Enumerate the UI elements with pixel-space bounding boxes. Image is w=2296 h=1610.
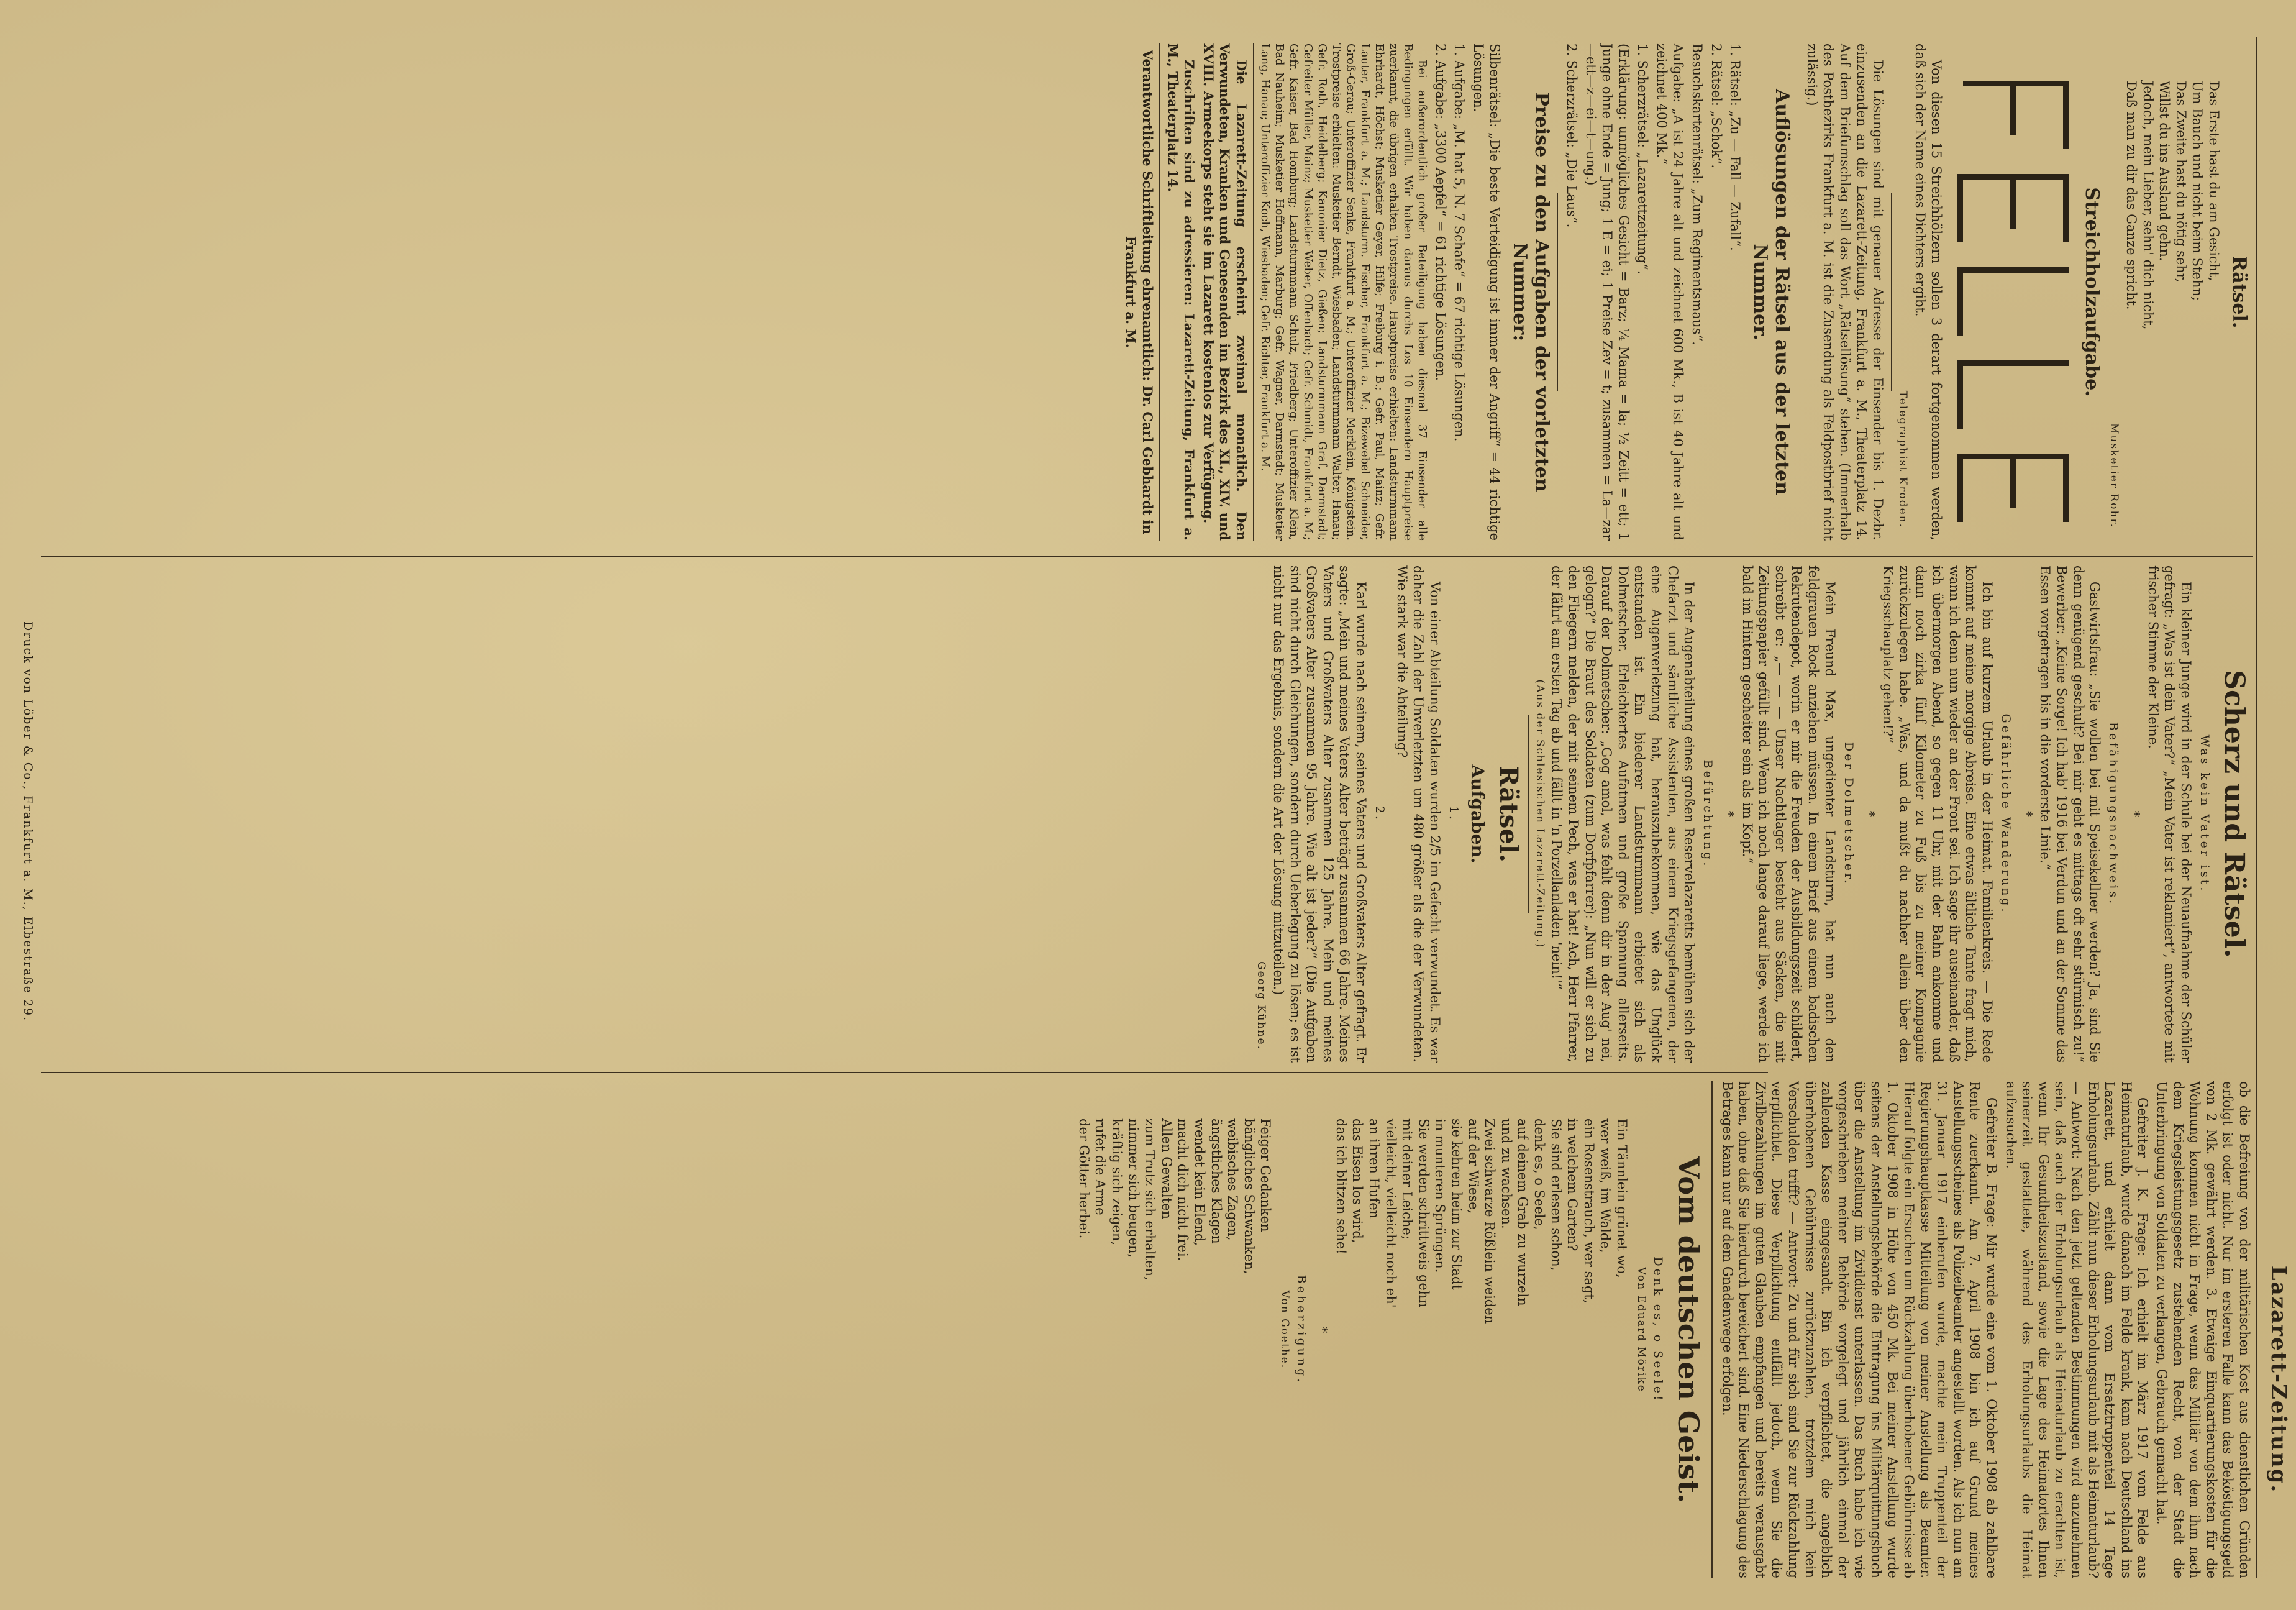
matchstick bbox=[2010, 454, 2016, 508]
riddles-title: Rätsel. bbox=[1493, 766, 1523, 862]
masthead bbox=[2260, 1181, 2291, 1578]
preise-title: Preise zu den Aufgaben der vorletzten Nummer: bbox=[1509, 92, 1553, 492]
poem1-title: Denk es, o Seele! bbox=[1651, 1256, 1665, 1403]
joke5-text: In der Augenabteilung eines großen Reservelazaretts bemühen sich der Chefarzt und sämtliche Assistenten, aus einem Kriegsgefangenen, der eine Augenverletzung hat, herauszubekommen, wie das Unglück entstanden ist. Ein biederer Landsturmmann erbietet sich als Dolmetscher. Erleichtertes Aufatmen und große Spannung allerseits. Darauf der Dolmetscher: „Gog amol, was fehlt denn dir in der Aug' nei, gelogn?“ Die Braut des Soldaten (zum Dorfpfarrer): „Nun will er sich zu den Fliegern melden, der mit seinem Pech, was er hat! Ach, Herr Pfarrer, der fährt am ersten Tag ab und fällt in 'n Porzellanladen 'nein!'“ bbox=[1549, 565, 1697, 1063]
joke3-text: Ich bin auf kurzem Urlaub in der Heimat. Familienkreis. — Die Rede kommt auf meine morgige Abreise. Eine etwas ältliche Tante fragt mich, wann ich denn nun wieder an der Front sei. Ich sage ihr auseinander, daß ich übermorgen Abend, so gegen 11 Uhr, mit der Bahn ankomme und dann noch zirka fünf Kilometer zu Fuß bis zu meiner Kompagnie zurückzulegen habe. „Was, und da mußt du nachher allein über den Kriegsschauplatz gehen!?“ bbox=[1880, 565, 1995, 1063]
imprint-text: Druck von Löber & Co., Frankfurt a. M., Elbestraße 29. bbox=[21, 621, 35, 1022]
masthead-rule bbox=[2256, 37, 2257, 1578]
column-one bbox=[47, 1081, 2253, 1578]
aufloesung-item: 1. Scherzrätsel: „Lazarettzeitung“. bbox=[1635, 43, 1651, 275]
joke3-title: Gefährliche Wanderung. bbox=[1998, 713, 2013, 915]
preise-item: Silbenrätsel: „Die beste Verteidigung ist immer der Angriff“ = 44 richtige Lösungen. bbox=[1470, 43, 1503, 541]
section-title-scherz: Scherz und Rätsel. bbox=[2218, 670, 2250, 958]
editor-line: Verantwortliche Schriftleitung ehrenamtlich: Dr. Carl Gebhardt in Frankfurt a. M. bbox=[1123, 50, 1155, 534]
matchstick bbox=[1957, 454, 1963, 522]
poem1-author: Von Eduard Mörike bbox=[1635, 1267, 1647, 1393]
streichholz-title: Streichholzaufgabe. bbox=[2081, 187, 2103, 397]
poem2-title: Beherzigung. bbox=[1295, 1274, 1309, 1385]
qa-paragraph-1: ob die Befreiung von der militärischen Kost aus dienstlichen Gründen erfolgt ist oder nicht. Nur im ersteren Falle kann das Beköstigungsgeld von 2 Mk. gewährt werden. 3. Etwaige Einquartierungskosten für die Wohnung kommen nicht in Frage, wenn das Militär von dem ihm nach dem Kriegsleistungsgesetz zustehenden Recht, von der Stadt die Unterbringung von Soldaten zu verlangen, Gebrauch gemacht hat. bbox=[2154, 1081, 2252, 1578]
aufloesung-item: 1. Rätsel: „Zu — Fall — Zufall“. bbox=[1728, 43, 1743, 251]
separator-line bbox=[1891, 193, 1892, 391]
matchstick bbox=[1957, 360, 1963, 429]
aufloesung-item: 2. Scherzrätsel: „Die Laus“. bbox=[1564, 43, 1579, 228]
riddles-signature: Georg Kühne. bbox=[1255, 961, 1268, 1050]
poem1-text: Ein Tännlein grünet wo, wer weiß, im Walde, ein Rosenstrauch, wer sagt, in welchem Garten? Sie sind erlesen schon, denk es, o Seele, auf deinem Grab zu wurzeln und zu wachsen. Zwei schwarze Rößlein weiden auf der Wiese, sie kehren heim zur Stadt in munteren Sprüngen. Sie werden schrittweis gehn mit deiner Leiche; vielleicht, vielleicht noch eh' an ihren Hufen das Eisen los wird, das ich blitzen sehe! bbox=[1333, 1118, 1629, 1324]
separator-line bbox=[1528, 715, 1529, 913]
separator-line bbox=[1557, 193, 1558, 391]
riddle1-number: 1. bbox=[1446, 805, 1460, 823]
column-rule-1 bbox=[41, 1072, 1768, 1073]
loesungen-note: Die Lösungen sind mit genauer Adresse der Einsender bis 1. Dezbr. einzusenden an die Lazarett-Zeitung, Frankfurt a. M., Theaterplatz 14. Auf dem Briefumschlag soll das Wort „Rätsellösung“ stehen. (Immerhalb des Postbezirks Frankfurt a. M. ist die Zusendung als Feldpostbrief nicht zulässig.) bbox=[1804, 43, 1886, 541]
riddle2-text: Karl wurde nach seinem, seines Vaters und Großvaters Alter gefragt. Er sagte: „Mein und meines Vaters Alter beträgt zusammen 66 Jahre. Meines Vaters und Großvaters Alter zusammen 125 Jahre. Mein und meines Großvaters Alter zusammen 95 Jahre. Wie alt ist jeder?“ (Die Aufgaben sind nicht durch Gleichungen, sondern durch Ueberlegung zu lösen; es ist nicht nur das Ergebnis, sondern die Art der Lösung mitzuteilen.) bbox=[1271, 565, 1369, 1063]
raetsel-title: Rätsel. bbox=[2228, 255, 2250, 329]
aufloesung-item: (Erklärung: unmögliches Gesicht = Barz; ¼ Mama = la; ½ Zeitt = ett; 1 Junge ohne Ende = Jung; 1 E = ei; 1 Preise Zev = t; zusammen = La—zar—ett—z—ei—t—ung.) bbox=[1583, 43, 1631, 541]
aufloesung-item: Besuchskartenrätsel: „Zum Regimentsmaus“. bbox=[1690, 43, 1705, 345]
matchstick bbox=[2063, 454, 2069, 522]
matchstick bbox=[2063, 174, 2069, 242]
publication-notice: Die Lazarett-Zeitung erscheint zweimal monatlich. Den Verwundeten, Kranken und Genesenden im Bezirk des XI., XIV. und XVIII. Armeekorps steht sie im Lazarett kostenlos zur Verfügung. bbox=[1200, 43, 1249, 541]
matchstick bbox=[1963, 81, 2069, 86]
joke2-text: Gastwirtsfrau: „Sie wollen bei mit Speisekellner werden? Ja, sind Sie denn genügend geschult? Bei mir geht es mittags oft sehr stürmisch zu!“ Bewerber: „Keine Sorge! Ich hab' 1916 bei Verdun und an der Somme das Essen vorgetragen bis in die vorderste Linie.“ bbox=[2038, 565, 2103, 1063]
joke1-title: Was kein Vater ist. bbox=[2198, 734, 2212, 894]
section-title-geist: Vom deutschen Geist. bbox=[1672, 1156, 1705, 1504]
column-three bbox=[47, 43, 2253, 541]
column-two bbox=[47, 565, 2253, 1063]
aufloesung-item: Aufgabe: „A ist 24 Jahre alt und zeichnet 600 Mk., B ist 40 Jahre alt und zeichnet 400 Mk.“ bbox=[1654, 43, 1686, 541]
matchstick bbox=[1957, 267, 1963, 336]
riddle2-number: 2. bbox=[1373, 805, 1387, 823]
matchstick bbox=[1957, 174, 1963, 242]
matchstick-puzzle bbox=[1951, 43, 2075, 541]
masthead-title: Lazarett-Zeitung. bbox=[2266, 1265, 2291, 1494]
notice-rule bbox=[1159, 43, 1160, 541]
source-note: (Aus der Schlesischen Lazarett-Zeitung.) bbox=[1533, 679, 1546, 949]
joke4-text: Mein Freund Max, ungedienter Landsturm, hat nun auch den feldgrauen Rock anziehen müssen. In einem Brief aus einem badischen Rekrutendepot, worin er mir die Freuden der Ausbildungszeit schildert, schreibt er: „— — — Unser Nachtlager besteht aus Säcken, die mit Zeitungspapier gefüllt sind. Wenn ich noch lange darauf liege, werde ich bald im Hintern gescheiter sein als im Kopf.“ bbox=[1739, 565, 1838, 1063]
matchstick bbox=[1963, 174, 2069, 180]
separator-star: * bbox=[2127, 810, 2143, 818]
column-rule-2 bbox=[41, 556, 2253, 557]
separator-star: * bbox=[2019, 810, 2034, 818]
raetsel-signature: Musketier Rohr. bbox=[2108, 423, 2121, 528]
poem2-text: Feiger Gedanken bängliches Schwanken, weibisches Zagen, ängstliches Klagen wendet kein Elend, macht dich nicht frei. Allen Gewalten zum Trutz sich erhalten, nimmer sich beugen, kräftig sich zeigen, rufet die Arme der Götter herbei. bbox=[1076, 1118, 1273, 1281]
preise-item: 2. Aufgabe: „3300 Aepfel“ = 61 richtige Lösungen. bbox=[1433, 43, 1448, 382]
aufloesung-item: 2. Rätsel: „Schok“. bbox=[1708, 43, 1724, 168]
separator-star: * bbox=[1721, 810, 1737, 818]
joke1-text: Ein kleiner Junge wird in der Schule bei der Neuaufnahme der Schüler gefragt: „Was ist dein Vater?“ „Mein Vater ist reklamiert“, antwortete mit frischer Stimme der Kleine. bbox=[2145, 565, 2194, 1063]
matchstick bbox=[2063, 81, 2069, 149]
streichholz-signature: Telegraphist Kroden. bbox=[1897, 390, 1910, 528]
preise-item: 1. Aufgabe: „M. hat 5, N. 7 Schafe“ = 67 richtige Lösungen. bbox=[1452, 43, 1467, 442]
section-rule bbox=[1711, 1081, 1713, 1578]
qa-paragraph-3: Gefreiter B. Frage: Mir wurde eine vom 1. Oktober 1908 ab zahlbare Rente zuerkannt. Am 7. April 1908 bin ich auf Grund meines Anstellungsscheines als Polizeibeamter angestellt worden. Als ich nun am 31. Januar 1917 einberufen wurde, machte mein Truppenteil der Regierungshauptkasse Mitteilung von meiner Anstellung als Beamter. Hierauf folgte ein Ersuchen um Rückzahlung überhobener Gebührnisse ab 1. Oktober 1908 in Höhe von 450 Mk. Bei meiner Anstellung wurde seitens der Anstellungsbehörde die Eintragung ins Militärquittungsbuch über die Anstellung im Zivildienst unterlassen. Das Buch habe ich wie vorgeschrieben meiner Behörde vorgelegt und jährlich einmal der zahlenden Kasse eingesandt. Bin ich verpflichtet, die angeblich überhobenen Gebührnisse zurückzuzahlen, trotzdem mich kein Verschulden trifft? — Antwort: Zu und für sich sind Sie zur Rückzahlung verpflichtet. Diese Verpflichtung entfällt jedoch, wenn Sie die Zivilbezahlungen im guten Glauben empfangen und bereits verausgabt haben, ohne daß Sie hierdurch bereichert sind. Eine Niederschlagung des Betrages kann nur auf dem Gnadenwege erfolgen. bbox=[1720, 1081, 2000, 1578]
matchstick bbox=[1963, 454, 2069, 459]
qa-paragraph-2: Gefreiter J. K. Frage: Ich erhielt im März 1917 vom Felde aus Heimaturlaub, wurde danach im Felde krank, kam nach Deutschland ins Lazarett, und erhielt dann vom Ersatztruppenteil 14 Tage Erholungsurlaub. Zählt nun dieser Erholungsurlaub mit als Heimaturlaub? — Antwort: Nach den jetzt geltenden Bestimmungen wird anzunehmen sein, daß auch der Erholungsurlaub als Heimaturlaub zu erachten ist, wenn Ihr Gesundheitszustand, sowie die Lage des Heimatortes Ihnen seinerzeit gestattete, während des Erholungsurlaubs die Heimat aufzusuchen. bbox=[2003, 1081, 2151, 1578]
preise-text: Bei außerordentlich großer Beteiligung haben diesmal 37 Einsender alle Bedingungen erfüllt. Wir haben daraus durchs Los 10 Einsendern Hauptpreise zuerkannt, die übrigen erhalten Trostpreise. Hauptpreise erhielten: Landsturmmann Ehrhardt, Höchst; Musketier Geyer, Hilfe; Freiburg i. B.; Gefr. Paul, Mainz; Gefr. Lauter, Frankfurt a. M.; Landsturm. Fischer, Frankfurt a. M.; Bizewebel Schneider, Groß-Gerau; Unteroffizier Senke, Frankfurt a. M.; Unteroffizier Merklein, Königstein. Trostpreise erhielten: Musketier Berndt, Wiesbaden; Landsturmmann Walter, Hanau; Gefr. Roth, Heidelberg; Kanonier Dietz, Gießen; Landsturmmann Graf, Darmstadt; Gefreiter Müller, Mainz; Musketier Weber, Offenbach; Gefr. Schmidt, Frankfurt a. M.; Gefr. Kaiser, Bad Homburg; Landsturmmann Schulz, Friedberg; Unteroffizier Klein, Bad Nauheim; Musketier Hoffmann, Marburg; Gefr. Wagner, Darmstadt; Musketier Lang, Hanau; Unteroffizier Koch, Wiesbaden; Gefr. Richter, Frankfurt a. M. bbox=[1258, 43, 1429, 541]
joke2-title: Befähigungsnachweis. bbox=[2107, 721, 2121, 907]
aufloesungen-title: Auflösungen der Rätsel aus der letzten Nummer. bbox=[1749, 89, 1793, 495]
matchstick bbox=[1963, 360, 2069, 366]
streichholz-text: Von diesen 15 Streichhölzern sollen 3 derart fortgenommen werden, daß sich der Name eines Dichters ergibt. bbox=[1912, 43, 1944, 541]
matchstick bbox=[1963, 267, 2069, 273]
poem2-author: Von Goethe. bbox=[1278, 1290, 1292, 1370]
matchstick bbox=[2010, 81, 2016, 135]
joke4-title: Der Dolmetscher. bbox=[1841, 741, 1856, 887]
separator-star: * bbox=[1862, 810, 1877, 818]
joke5-title: Befürchtung. bbox=[1701, 759, 1715, 869]
publication-address: Zuschriften sind zu adressieren: Lazarett-Zeitung, Frankfurt a. M., Theaterplatz 14. bbox=[1165, 43, 1198, 541]
imprint bbox=[10, 621, 35, 1553]
notice-rule bbox=[1253, 43, 1254, 541]
raetsel-text: Das Erste hast du am Gesicht, Um Bauch und nicht beim Stehn; Das Zweite hast du nötig sehr, Willst du ins Ausland gehn. Jedoch, mein Lieber, sehn' dich nicht, Daß man zu dir das Ganze spricht. bbox=[2124, 81, 2221, 330]
riddles-subtitle: Aufgaben. bbox=[1467, 764, 1488, 864]
matchstick bbox=[2010, 174, 2016, 229]
riddle1-text: Von einer Abteilung Soldaten wurden 2/5 im Gefecht verwundet. Es war daher die Zahl der Unverletzten um 480 größer als die der Verwundeten. Wie stark war die Abteilung? bbox=[1394, 565, 1442, 1063]
separator-star: * bbox=[1315, 1326, 1331, 1333]
